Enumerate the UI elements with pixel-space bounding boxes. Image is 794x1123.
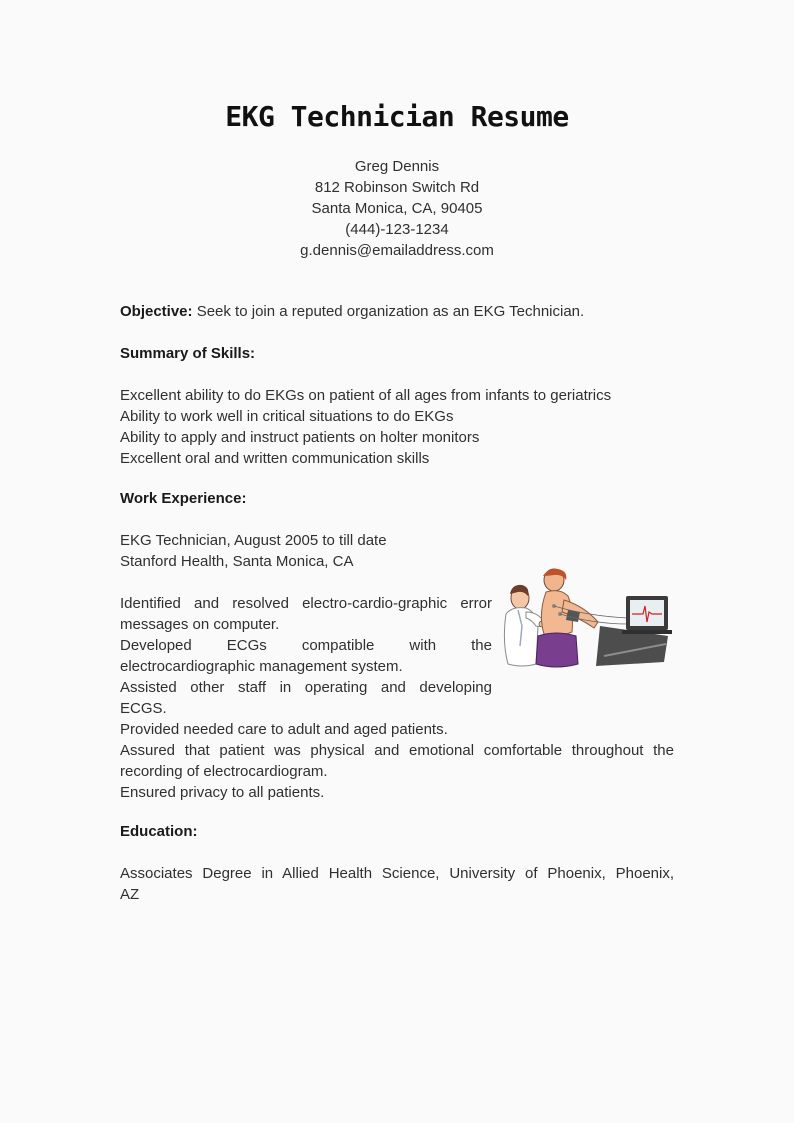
ekg-monitor	[596, 596, 672, 666]
duty-line: Provided needed care to adult and aged patients.	[120, 721, 448, 738]
page-title: EKG Technician Resume	[225, 100, 569, 133]
duty-line: Ensured privacy to all patients.	[120, 784, 325, 801]
experience-position: EKG Technician, August 2005 to till date	[120, 532, 387, 549]
duty-line: Identified and resolved electro-cardio-graphic error	[120, 595, 492, 612]
duty-line: recording of electrocardiogram.	[120, 763, 328, 780]
objective-label: Objective:	[120, 303, 193, 320]
education-line: Associates Degree in Allied Health Science, University of Phoenix, Phoenix,	[120, 865, 674, 882]
experience-heading: Work Experience:	[120, 490, 247, 507]
education-heading: Education:	[120, 823, 198, 840]
skill-item: Ability to work well in critical situations to do EKGs	[120, 408, 454, 425]
duty-line: Assured that patient was physical and emotional comfortable throughout the	[120, 742, 674, 759]
skill-item: Excellent ability to do EKGs on patient of all ages from infants to geriatrics	[120, 387, 612, 404]
experience-employer: Stanford Health, Santa Monica, CA	[120, 553, 354, 570]
contact-name: Greg Dennis	[354, 158, 440, 175]
skill-item: Ability to apply and instruct patients on holter monitors	[120, 429, 480, 446]
duty-line: messages on computer.	[120, 616, 280, 633]
duty-line: electrocardiographic management system.	[120, 658, 403, 675]
contact-block	[0, 156, 794, 261]
contact-city: Santa Monica, CA, 90405	[311, 200, 483, 217]
contact-street: 812 Robinson Switch Rd	[314, 179, 480, 196]
ekg-test-illustration	[498, 566, 672, 678]
duty-line: Assisted other staff in operating and developing	[120, 679, 492, 696]
contact-phone: (444)-123-1234	[345, 221, 449, 238]
education-section	[120, 821, 674, 905]
duty-line: ECGS.	[120, 700, 167, 717]
skill-item: Excellent oral and written communication skills	[120, 450, 430, 467]
objective-section	[120, 301, 674, 322]
skills-heading: Summary of Skills:	[120, 345, 256, 362]
skills-section	[120, 343, 674, 469]
contact-email: g.dennis@emailaddress.com	[300, 242, 494, 259]
duty-line: Developed ECGs compatible with the	[120, 637, 492, 654]
education-line: AZ	[120, 886, 140, 903]
objective-text: Seek to join a reputed organization as an EKG Technician.	[196, 303, 585, 320]
